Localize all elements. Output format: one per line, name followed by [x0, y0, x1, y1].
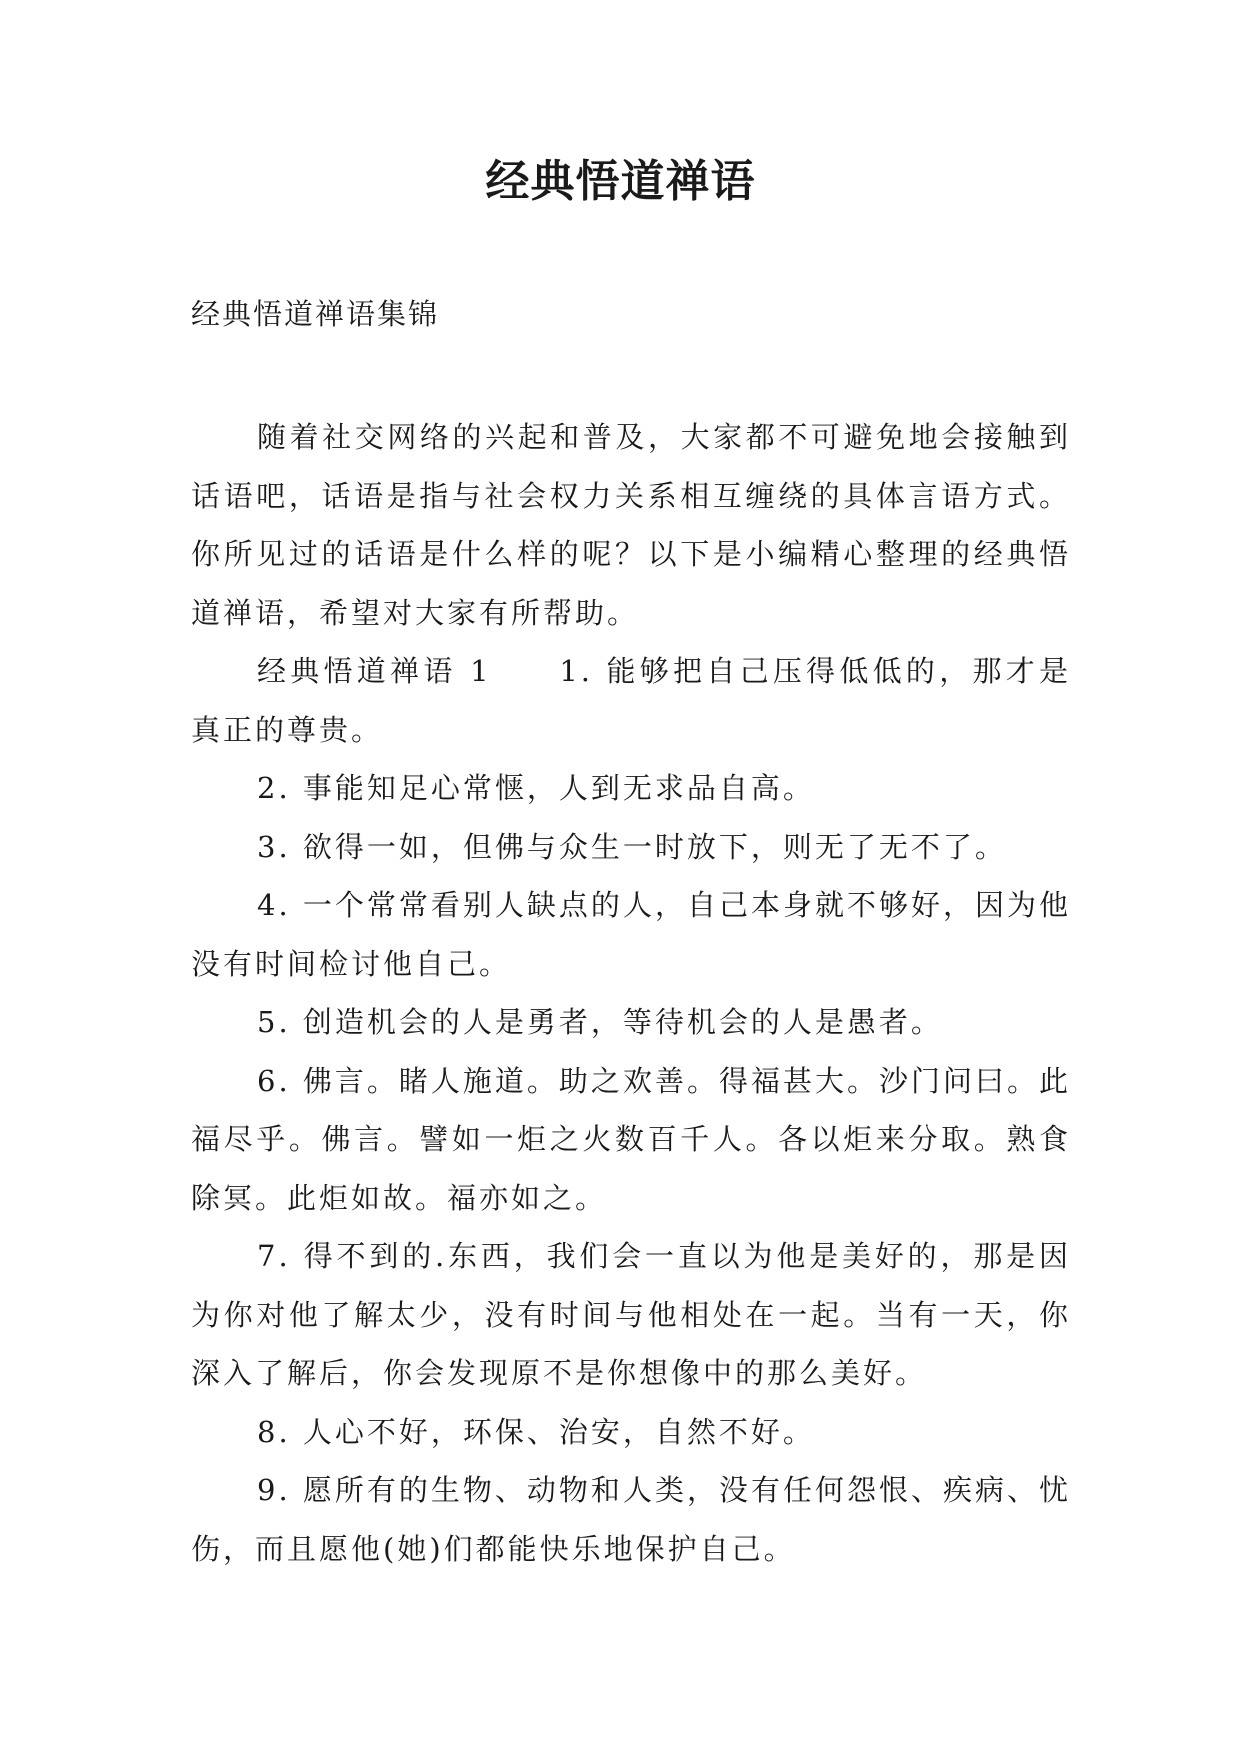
- paragraph-quote-6: 6. 佛言。睹人施道。助之欢善。得福甚大。沙门问曰。此福尽乎。佛言。譬如一炬之火数百千人。各以炬来分取。熟食除冥。此炬如故。福亦如之。: [191, 1063, 1071, 1215]
- paragraph-intro: 随着社交网络的兴起和普及，大家都不可避免地会接触到话语吧，话语是指与社会权力关系相互缠绕的具体言语方式。你所见过的话语是什么样的呢？以下是小编精心整理的经典悟道禅语，希望对大家有所帮助。: [191, 420, 1071, 630]
- paragraph-quote-2: 2. 事能知足心常惬，人到无求品自高。: [257, 771, 815, 805]
- paragraph-quote-9: 9. 愿所有的生物、动物和人类，没有任何怨恨、疾病、忧伤，而且愿他(她)们都能快乐地保护自己。: [191, 1473, 1071, 1566]
- document-subtitle: 经典悟道禅语集锦: [191, 297, 440, 331]
- document-body: [191, 408, 1071, 1578]
- paragraph-quote-1: 经典悟道禅语 1 1. 能够把自己压得低低的，那才是真正的尊贵。: [191, 654, 1071, 747]
- document-title: 经典悟道禅语: [485, 156, 756, 207]
- paragraph-quote-5: 5. 创造机会的人是勇者，等待机会的人是愚者。: [257, 1005, 943, 1039]
- paragraph-quote-4: 4. 一个常常看别人缺点的人，自己本身就不够好，因为他没有时间检讨他自己。: [191, 888, 1071, 981]
- paragraph-quote-3: 3. 欲得一如，但佛与众生一时放下，则无了无不了。: [257, 829, 1007, 864]
- paragraph-quote-8: 8. 人心不好，环保、治安，自然不好。: [257, 1414, 815, 1449]
- paragraph-quote-7: 7. 得不到的.东西，我们会一直以为他是美好的，那是因为你对他了解太少，没有时间与他相处在一起。当有一天，你深入了解后，你会发现原不是你想像中的那么美好。: [191, 1239, 1071, 1390]
